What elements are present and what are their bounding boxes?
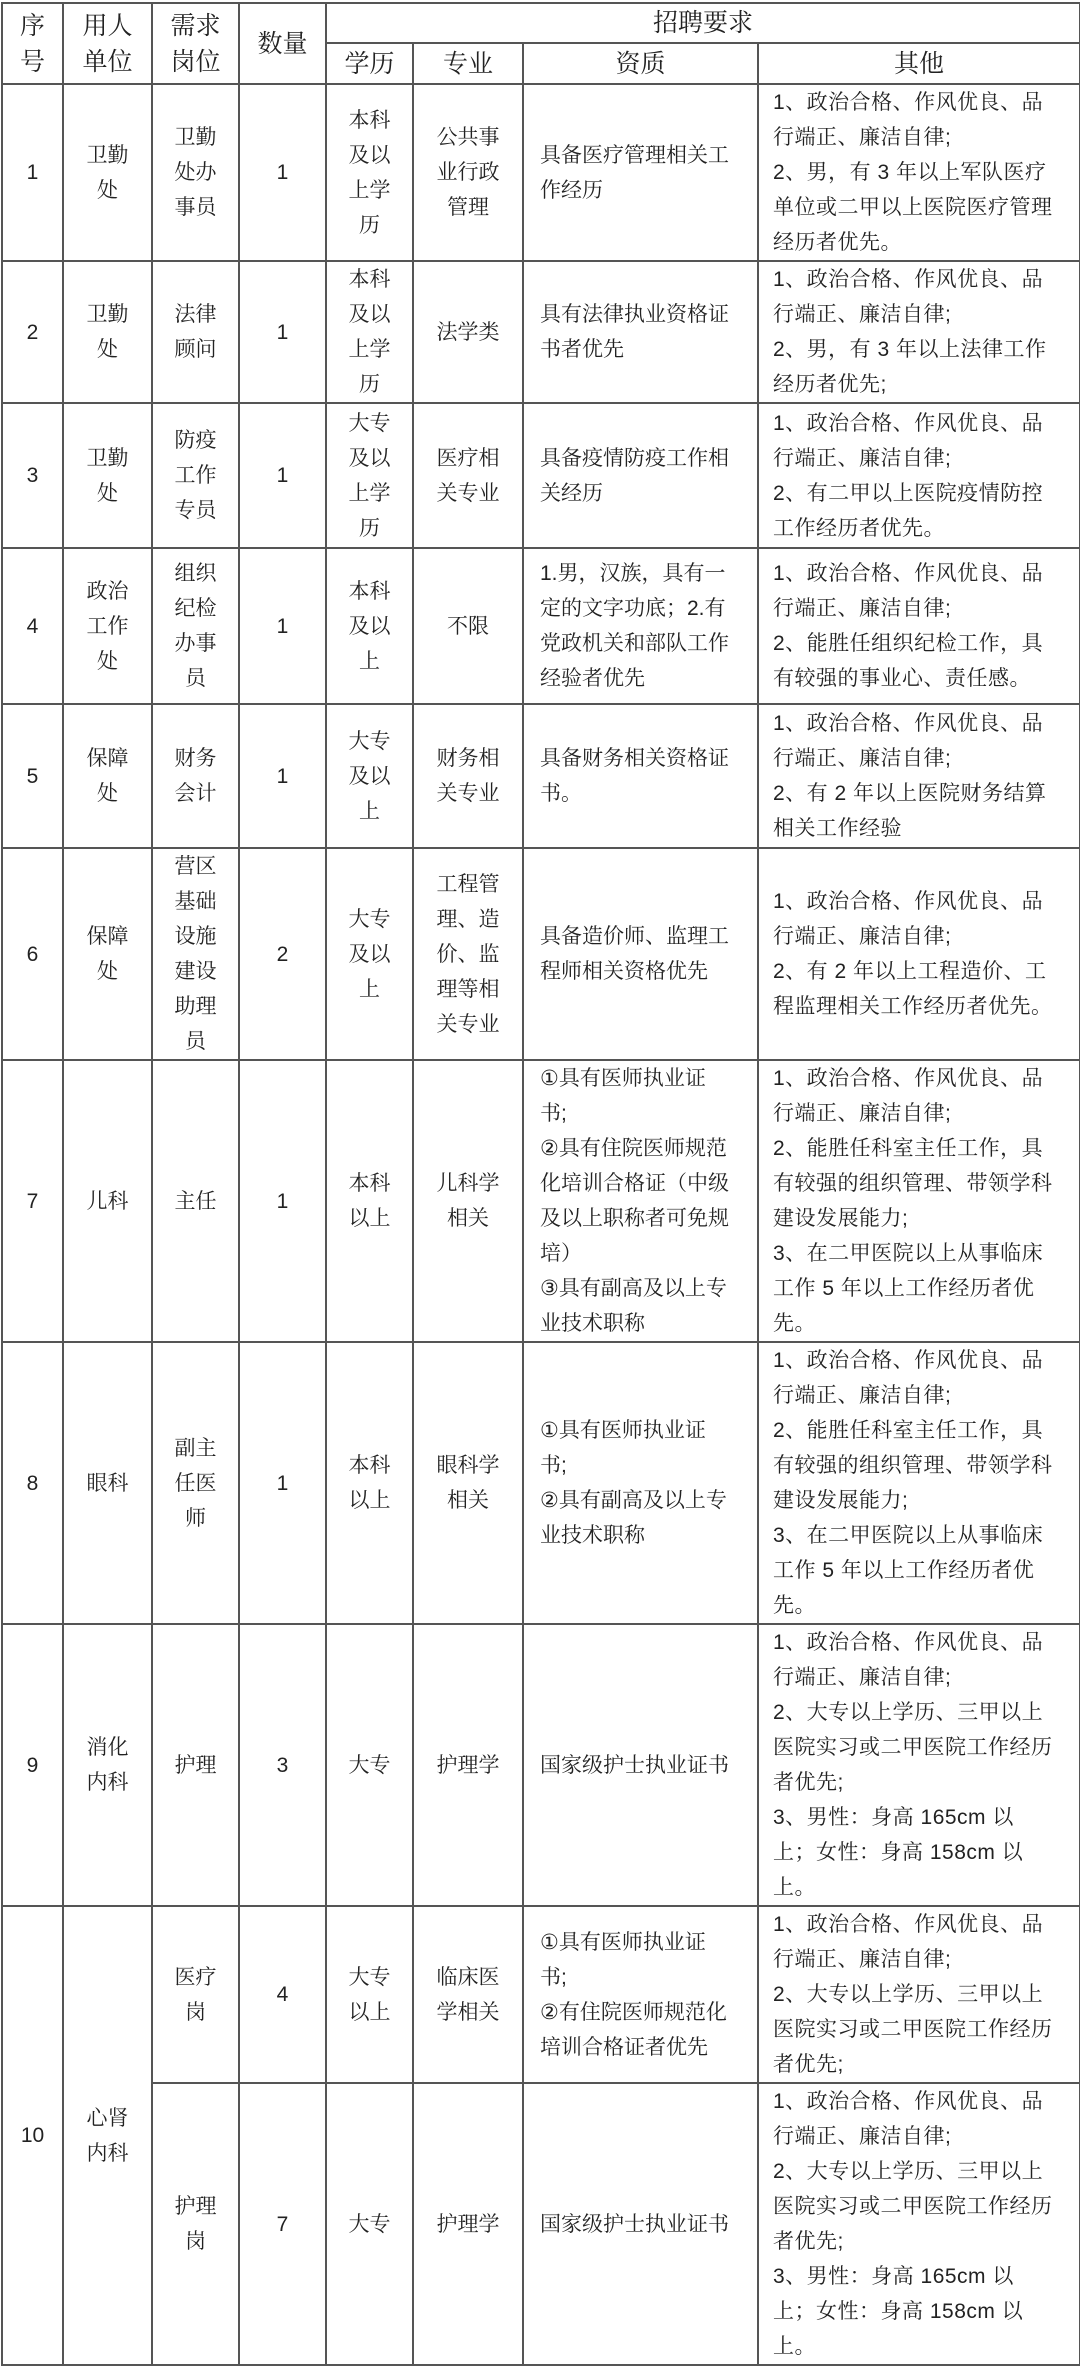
other-cell: 1、政治合格、作风优良、品 行端正、廉洁自律; 2、男，有 3 年以上法律工作 经历者优先;: [758, 261, 1080, 403]
seq-cell: 4: [2, 548, 63, 704]
header-education: 学历: [326, 43, 413, 84]
table-row: [2, 2083, 1080, 2365]
other-cell: 1、政治合格、作风优良、品 行端正、廉洁自律; 2、能胜任科室主任工作，具 有较强的组织管理、带领学科 建设发展能力; 3、在二甲医院以上从事临床 工作 5 年以上工作经历者优 先。: [758, 1342, 1080, 1624]
position-cell: 组织 纪检 办事 员: [152, 548, 239, 704]
position-cell: 营区 基础 设施 建设 助理 员: [152, 848, 239, 1060]
unit-cell: 保障 处: [63, 848, 152, 1060]
header-other: 其他: [758, 43, 1080, 84]
seq-cell: 5: [2, 704, 63, 848]
unit-cell: 儿科: [63, 1060, 152, 1342]
seq-cell: 3: [2, 403, 63, 548]
unit-cell: 心肾 内科: [63, 1906, 152, 2365]
table-row: [2, 84, 1080, 261]
position-cell: 主任: [152, 1060, 239, 1342]
table-row: [2, 704, 1080, 848]
seq-cell: 10: [2, 1906, 63, 2365]
education-cell: 大专 及以 上: [326, 848, 413, 1060]
unit-cell: 卫勤 处: [63, 84, 152, 261]
unit-cell: 眼科: [63, 1342, 152, 1624]
table-row: [2, 1342, 1080, 1624]
education-cell: 大专: [326, 1624, 413, 1906]
major-cell: 法学类: [413, 261, 523, 403]
major-cell: 公共事 业行政 管理: [413, 84, 523, 261]
education-cell: 大专: [326, 2083, 413, 2365]
education-cell: 大专 以上: [326, 1906, 413, 2083]
major-cell: 医疗相 关专业: [413, 403, 523, 548]
count-cell: 2: [239, 848, 326, 1060]
major-cell: 工程管 理、造 价、监 理等相 关专业: [413, 848, 523, 1060]
education-cell: 本科 以上: [326, 1060, 413, 1342]
other-cell: 1、政治合格、作风优良、品 行端正、廉洁自律; 2、男，有 3 年以上军队医疗 单位或二甲以上医院医疗管理 经历者优先。: [758, 84, 1080, 261]
header-qualification: 资质: [523, 43, 758, 84]
seq-cell: 8: [2, 1342, 63, 1624]
table-row: [2, 1060, 1080, 1342]
position-cell: 护理: [152, 1624, 239, 1906]
qualification-cell: 具备造价师、监理工 程师相关资格优先: [523, 848, 758, 1060]
education-cell: 本科 以上: [326, 1342, 413, 1624]
other-cell: 1、政治合格、作风优良、品 行端正、廉洁自律; 2、大专以上学历、三甲以上 医院实习或二甲医院工作经历 者优先; 3、男性：身高 165cm 以 上；女性：身高 158cm 以 上。: [758, 2083, 1080, 2365]
header-requirements: 招聘要求: [326, 3, 1080, 43]
qualification-cell: ①具有医师执业证 书; ②有住院医师规范化 培训合格证者优先: [523, 1906, 758, 2083]
other-cell: 1、政治合格、作风优良、品 行端正、廉洁自律; 2、能胜任科室主任工作，具 有较强的组织管理、带领学科 建设发展能力; 3、在二甲医院以上从事临床 工作 5 年以上工作经历者优 先。: [758, 1060, 1080, 1342]
unit-cell: 消化 内科: [63, 1624, 152, 1906]
qualification-cell: 国家级护士执业证书: [523, 1624, 758, 1906]
count-cell: 3: [239, 1624, 326, 1906]
table-row: [2, 261, 1080, 403]
education-cell: 大专 及以 上: [326, 704, 413, 848]
other-cell: 1、政治合格、作风优良、品 行端正、廉洁自律; 2、有二甲以上医院疫情防控 工作经历者优先。: [758, 403, 1080, 548]
count-cell: 1: [239, 403, 326, 548]
table-row: [2, 403, 1080, 548]
qualification-cell: 国家级护士执业证书: [523, 2083, 758, 2365]
other-cell: 1、政治合格、作风优良、品 行端正、廉洁自律; 2、大专以上学历、三甲以上 医院实习或二甲医院工作经历 者优先;: [758, 1906, 1080, 2083]
major-cell: 财务相 关专业: [413, 704, 523, 848]
header-major: 专业: [413, 43, 523, 84]
header-unit: 用人 单位: [63, 3, 152, 84]
major-cell: 不限: [413, 548, 523, 704]
header-position: 需求 岗位: [152, 3, 239, 84]
major-cell: 眼科学 相关: [413, 1342, 523, 1624]
major-cell: 临床医 学相关: [413, 1906, 523, 2083]
position-cell: 法律 顾问: [152, 261, 239, 403]
position-cell: 护理 岗: [152, 2083, 239, 2365]
count-cell: 1: [239, 548, 326, 704]
count-cell: 7: [239, 2083, 326, 2365]
seq-cell: 7: [2, 1060, 63, 1342]
table-row: [2, 848, 1080, 1060]
other-cell: 1、政治合格、作风优良、品 行端正、廉洁自律; 2、有 2 年以上医院财务结算 相关工作经验: [758, 704, 1080, 848]
qualification-cell: 具备医疗管理相关工 作经历: [523, 84, 758, 261]
position-cell: 财务 会计: [152, 704, 239, 848]
position-cell: 副主 任医 师: [152, 1342, 239, 1624]
unit-cell: 政治 工作 处: [63, 548, 152, 704]
position-cell: 医疗 岗: [152, 1906, 239, 2083]
seq-cell: 9: [2, 1624, 63, 1906]
qualification-cell: 具有法律执业资格证 书者优先: [523, 261, 758, 403]
header-row: [2, 3, 1080, 43]
unit-cell: 卫勤 处: [63, 403, 152, 548]
position-cell: 防疫 工作 专员: [152, 403, 239, 548]
table-row: [2, 1624, 1080, 1906]
seq-cell: 1: [2, 84, 63, 261]
header-seq: 序 号: [2, 3, 63, 84]
other-cell: 1、政治合格、作风优良、品 行端正、廉洁自律; 2、有 2 年以上工程造价、工 程监理相关工作经历者优先。: [758, 848, 1080, 1060]
unit-cell: 保障 处: [63, 704, 152, 848]
unit-cell: 卫勤 处: [63, 261, 152, 403]
other-cell: 1、政治合格、作风优良、品 行端正、廉洁自律; 2、大专以上学历、三甲以上 医院实习或二甲医院工作经历 者优先; 3、男性：身高 165cm 以 上；女性：身高 158cm 以 上。: [758, 1624, 1080, 1906]
table-row: [2, 1906, 1080, 2083]
count-cell: 1: [239, 84, 326, 261]
education-cell: 大专 及以 上学 历: [326, 403, 413, 548]
major-cell: 儿科学 相关: [413, 1060, 523, 1342]
recruitment-table: [1, 2, 1080, 2366]
count-cell: 1: [239, 1060, 326, 1342]
position-cell: 卫勤 处办 事员: [152, 84, 239, 261]
seq-cell: 2: [2, 261, 63, 403]
major-cell: 护理学: [413, 1624, 523, 1906]
count-cell: 1: [239, 1342, 326, 1624]
education-cell: 本科 及以 上学 历: [326, 261, 413, 403]
count-cell: 1: [239, 261, 326, 403]
count-cell: 1: [239, 704, 326, 848]
table-row: [2, 548, 1080, 704]
other-cell: 1、政治合格、作风优良、品 行端正、廉洁自律; 2、能胜任组织纪检工作，具 有较强的事业心、责任感。: [758, 548, 1080, 704]
header-count: 数量: [239, 3, 326, 84]
major-cell: 护理学: [413, 2083, 523, 2365]
qualification-cell: 具备财务相关资格证 书。: [523, 704, 758, 848]
qualification-cell: 具备疫情防疫工作相 关经历: [523, 403, 758, 548]
qualification-cell: ①具有医师执业证 书; ②具有住院医师规范 化培训合格证（中级 及以上职称者可免规 培） ③具有副高及以上专 业技术职称: [523, 1060, 758, 1342]
qualification-cell: 1.男，汉族，具有一 定的文字功底；2.有 党政机关和部队工作 经验者优先: [523, 548, 758, 704]
qualification-cell: ①具有医师执业证 书; ②具有副高及以上专 业技术职称: [523, 1342, 758, 1624]
education-cell: 本科 及以 上: [326, 548, 413, 704]
seq-cell: 6: [2, 848, 63, 1060]
education-cell: 本科 及以 上学 历: [326, 84, 413, 261]
count-cell: 4: [239, 1906, 326, 2083]
